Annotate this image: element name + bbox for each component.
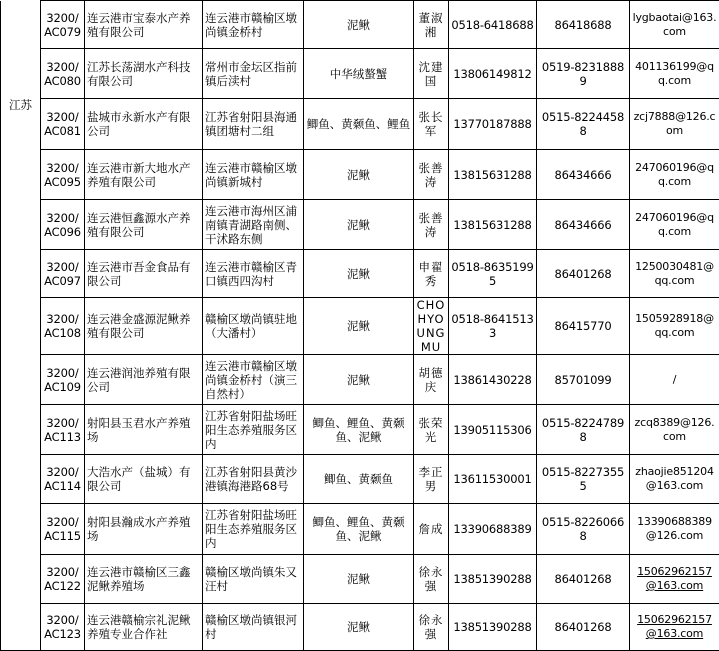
- mobile-phone-cell: 0518-86415133: [449, 298, 537, 355]
- region-cell: 江苏: [1, 1, 41, 651]
- species-cell: 泥鳅: [304, 150, 414, 200]
- email-cell: [630, 99, 719, 150]
- contact-person-cell: 张荣光: [414, 405, 449, 455]
- table-row: [1, 405, 719, 455]
- species-cell: 鲫鱼、黄颡鱼、鲤鱼: [304, 99, 414, 150]
- address-cell: 连云港市赣榆区墩尚镇新城村: [203, 150, 304, 200]
- mobile-phone-cell: 13851390288: [449, 604, 537, 651]
- contact-person-cell: 胡德庆: [414, 355, 449, 405]
- email-cell: [630, 200, 719, 250]
- telephone-cell: 86434666: [537, 200, 630, 250]
- telephone-cell: 86401268: [537, 250, 630, 298]
- species-cell: 鲫鱼、鲤鱼、黄颡鱼、泥鳅: [304, 504, 414, 555]
- email-cell: [630, 504, 719, 555]
- table-row: [1, 1, 719, 49]
- mobile-phone-cell: 13611530001: [449, 455, 537, 504]
- company-name-cell: 江苏长荡湖水产科技有限公司: [85, 49, 203, 99]
- email-cell: [630, 250, 719, 298]
- mobile-phone-cell: 13770187888: [449, 99, 537, 150]
- company-name-cell: 连云港恒鑫源水产养殖有限公司: [85, 200, 203, 250]
- company-name-cell: 连云港赣榆宗礼泥鳅养殖专业合作社: [85, 604, 203, 651]
- mobile-phone-cell: 13905115306: [449, 405, 537, 455]
- mobile-phone-cell: 13390688389: [449, 504, 537, 555]
- email-text: zcq8389@126.com: [635, 416, 715, 443]
- registration-code-cell: 3200/AC108: [41, 298, 85, 355]
- registration-code-cell: 3200/AC081: [41, 99, 85, 150]
- address-cell: 连云港市赣榆区墩尚镇金桥村（演三自然村）: [203, 355, 304, 405]
- table-row: [1, 604, 719, 651]
- company-name-cell: 射阳县玉君水产养殖场: [85, 405, 203, 455]
- email-cell: [630, 355, 719, 405]
- telephone-cell: 86401268: [537, 604, 630, 651]
- email-text: 1250030481@qq.com: [635, 260, 714, 287]
- registration-code-cell: 3200/AC122: [41, 555, 85, 604]
- table-row: [1, 298, 719, 355]
- species-cell: 泥鳅: [304, 604, 414, 651]
- table-row: [1, 355, 719, 405]
- email-text: 13390688389@126.com: [637, 515, 712, 542]
- email-text: /: [673, 373, 677, 386]
- species-cell: 泥鳅: [304, 200, 414, 250]
- company-name-cell: 连云港市宝泰水产养殖有限公司: [85, 1, 203, 49]
- species-cell: 中华绒螯蟹: [304, 49, 414, 99]
- registration-code-cell: 3200/AC096: [41, 200, 85, 250]
- telephone-cell: 0515-82244588: [537, 99, 630, 150]
- table-row: [1, 200, 719, 250]
- contact-person-cell: 沈建国: [414, 49, 449, 99]
- registration-code-cell: 3200/AC115: [41, 504, 85, 555]
- mobile-phone-cell: 13815631288: [449, 150, 537, 200]
- email-cell: [630, 1, 719, 49]
- address-cell: 江苏省射阳县黄沙港镇海港路68号: [203, 455, 304, 504]
- contact-person-cell: 张善涛: [414, 200, 449, 250]
- email-cell: [630, 49, 719, 99]
- email-text: 1505928918@qq.com: [635, 312, 714, 339]
- address-cell: 江苏省射阳盐场旺阳生态养殖服务区内: [203, 504, 304, 555]
- species-cell: 泥鳅: [304, 555, 414, 604]
- registration-code-cell: 3200/AC079: [41, 1, 85, 49]
- registration-code-cell: 3200/AC109: [41, 355, 85, 405]
- contact-person-cell: 徐永强: [414, 604, 449, 651]
- telephone-cell: 86434666: [537, 150, 630, 200]
- mobile-phone-cell: 0518-6418688: [449, 1, 537, 49]
- telephone-cell: 86401268: [537, 555, 630, 604]
- mobile-phone-cell: 13861430228: [449, 355, 537, 405]
- table-row: [1, 504, 719, 555]
- email-text: 15062962157@163.com: [637, 565, 712, 592]
- address-cell: 常州市金坛区指前镇后渎村: [203, 49, 304, 99]
- address-cell: 连云港市赣榆区墩尚镇金桥村: [203, 1, 304, 49]
- registration-code-cell: 3200/AC097: [41, 250, 85, 298]
- address-cell: 赣榆区墩尚镇朱又汪村: [203, 555, 304, 604]
- company-name-cell: 射阳县瀚成水产养殖场: [85, 504, 203, 555]
- table-row: [1, 49, 719, 99]
- table-row: [1, 99, 719, 150]
- email-cell: [630, 150, 719, 200]
- table-row: [1, 150, 719, 200]
- email-cell: [630, 555, 719, 604]
- address-cell: 连云港市海州区浦南镇青湖路南侧、干沭路东侧: [203, 200, 304, 250]
- telephone-cell: 0515-82273555: [537, 455, 630, 504]
- mobile-phone-cell: 0518-86351995: [449, 250, 537, 298]
- email-cell: [630, 455, 719, 504]
- registration-code-cell: 3200/AC123: [41, 604, 85, 651]
- mobile-phone-cell: 13851390288: [449, 555, 537, 604]
- registration-code-cell: 3200/AC095: [41, 150, 85, 200]
- contact-person-cell: 董淑湘: [414, 1, 449, 49]
- email-text: lygbaotai@163.com: [633, 11, 717, 38]
- mobile-phone-cell: 13815631288: [449, 200, 537, 250]
- species-cell: 鲫鱼、黄颡鱼: [304, 455, 414, 504]
- table-row: [1, 250, 719, 298]
- company-name-cell: 连云港金盛源泥鳅养殖有限公司: [85, 298, 203, 355]
- address-cell: 赣榆区墩尚镇银河村: [203, 604, 304, 651]
- species-cell: 泥鳅: [304, 355, 414, 405]
- email-text: 247060196@qq.com: [635, 161, 714, 188]
- email-text: zhaojie851204@163.com: [635, 465, 714, 492]
- contact-person-cell: 申翟秀: [414, 250, 449, 298]
- address-cell: 赣榆区墩尚镇驻地（大潘村）: [203, 298, 304, 355]
- telephone-cell: 86418688: [537, 1, 630, 49]
- email-cell: [630, 298, 719, 355]
- company-name-cell: 连云港市赣榆区三鑫泥鳅养殖场: [85, 555, 203, 604]
- address-cell: 江苏省射阳县海通镇团塘村二组: [203, 99, 304, 150]
- registration-code-cell: 3200/AC080: [41, 49, 85, 99]
- company-name-cell: 连云港市吾金食品有限公司: [85, 250, 203, 298]
- email-text: 247060196@qq.com: [635, 211, 714, 238]
- contact-person-cell: 徐永强: [414, 555, 449, 604]
- registration-code-cell: 3200/AC114: [41, 455, 85, 504]
- species-cell: 泥鳅: [304, 1, 414, 49]
- contact-person-cell: 张长军: [414, 99, 449, 150]
- email-text: zcj7888@126.com: [634, 110, 716, 137]
- company-name-cell: 连云港润池养殖有限公司: [85, 355, 203, 405]
- contact-person-cell: 詹成: [414, 504, 449, 555]
- address-cell: 江苏省射阳盐场旺阳生态养殖服务区内: [203, 405, 304, 455]
- company-name-cell: 盐城市永新水产有限公司: [85, 99, 203, 150]
- contact-person-cell: CHOHYOUNGMU: [414, 298, 449, 355]
- table-row: [1, 455, 719, 504]
- address-cell: 连云港市赣榆区青口镇西四沟村: [203, 250, 304, 298]
- registration-code-cell: 3200/AC113: [41, 405, 85, 455]
- species-cell: 泥鳅: [304, 250, 414, 298]
- mobile-phone-cell: 13806149812: [449, 49, 537, 99]
- table-row: [1, 555, 719, 604]
- email-cell: [630, 604, 719, 651]
- species-cell: 泥鳅: [304, 298, 414, 355]
- telephone-cell: 85701099: [537, 355, 630, 405]
- telephone-cell: 0519-82318889: [537, 49, 630, 99]
- telephone-cell: 0515-82247898: [537, 405, 630, 455]
- contact-person-cell: 张善涛: [414, 150, 449, 200]
- company-name-cell: 连云港市新大地水产养殖有限公司: [85, 150, 203, 200]
- telephone-cell: 0515-82260668: [537, 504, 630, 555]
- telephone-cell: 86415770: [537, 298, 630, 355]
- email-text: 401136199@qq.com: [635, 60, 714, 87]
- email-text: 15062962157@163.com: [637, 613, 712, 640]
- email-cell: [630, 405, 719, 455]
- contact-person-cell: 李正男: [414, 455, 449, 504]
- species-cell: 鲫鱼、鲤鱼、黄颡鱼、泥鳅: [304, 405, 414, 455]
- table-body: [1, 1, 719, 651]
- company-name-cell: 大浩水产（盐城）有限公司: [85, 455, 203, 504]
